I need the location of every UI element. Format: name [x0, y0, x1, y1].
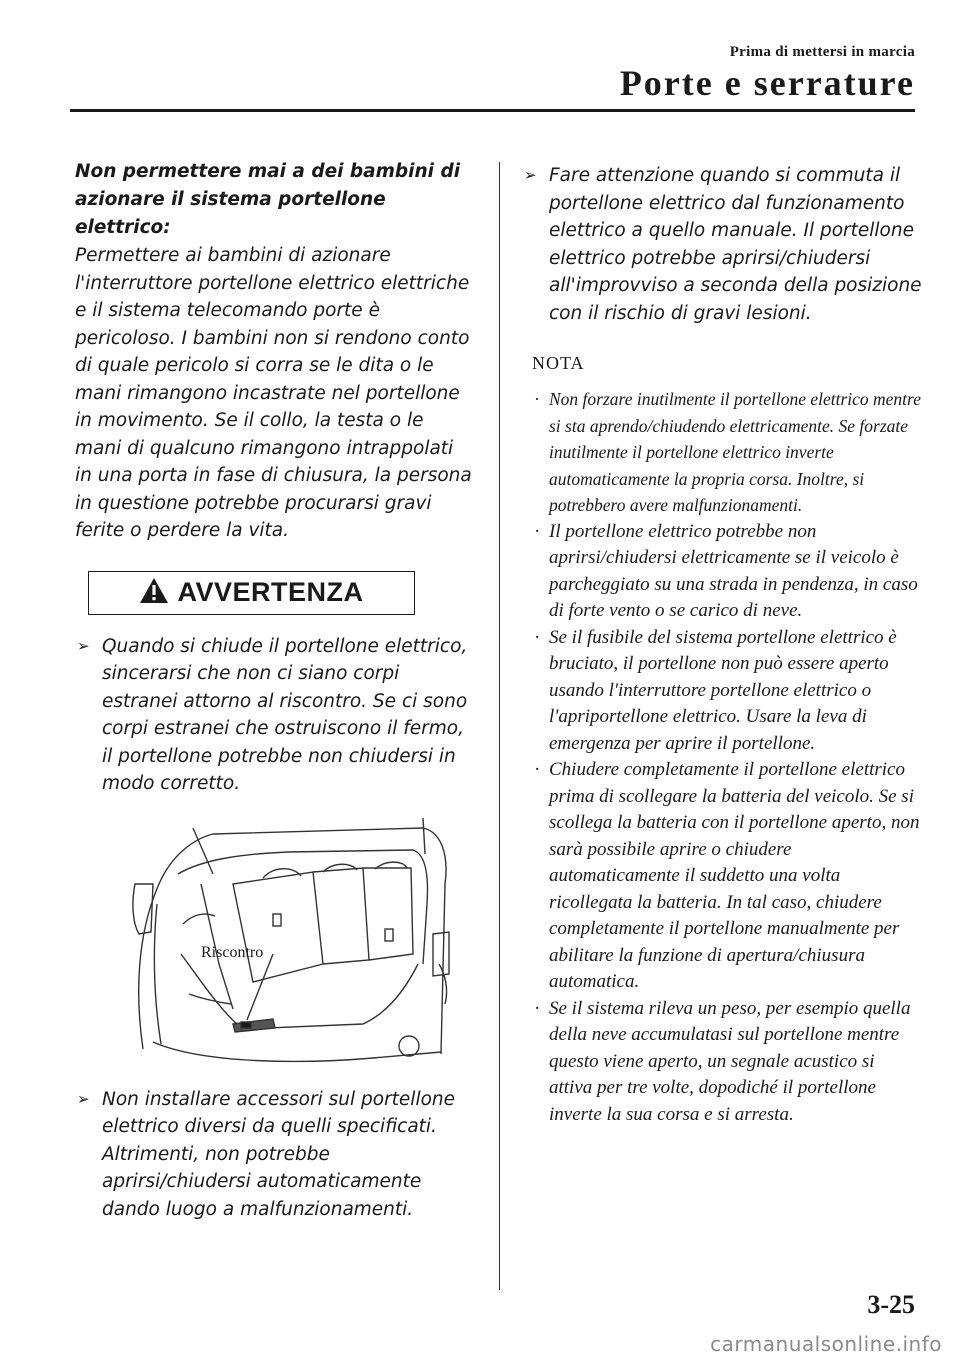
bullet-dot-icon: · [534, 389, 540, 409]
list-item [522, 625, 922, 758]
warning-list-3 [522, 162, 922, 327]
list-item [522, 757, 922, 996]
page-title: Porte e serrature [619, 63, 915, 103]
note-list [522, 386, 922, 1128]
warning-label: AVVERTENZA [177, 577, 364, 607]
arrow-icon: ➢ [524, 166, 537, 184]
warning-box [88, 571, 415, 615]
bullet-dot-icon: · [534, 759, 541, 780]
intro-bold: Non permettere mai a dei bambini di azionare il sistema portellone elettrico: [75, 161, 461, 238]
list-item [75, 1086, 475, 1224]
warning-list [75, 633, 475, 798]
intro-text: Permettere ai bambini di azionare l'interruttore portellone elettrico elettriche e il sistema telecomando porte è pericoloso. I bambini non si rendono conto di quale pericolo si corra se le dita o le mani rimangono incastrate nel portellone in movimento. Se il collo, la testa o le mani di qualcuno rimangono intrappolati in una porta in fase di chiusura, la persona in questione potrebbe procurarsi gravi ferite o perdere la vita. [75, 245, 472, 541]
bullet-dot-icon: · [534, 997, 541, 1019]
page-number: 3-25 [867, 1290, 915, 1319]
list-item-text: Quando si chiude il portellone elettrico, sincerarsi che non ci siano corpi estranei attorno al riscontro. Se ci sono corpi estranei che ostruiscono il fermo, il portellone potrebbe non chiudersi in modo corretto. [102, 635, 468, 794]
list-item [522, 519, 922, 625]
list-item [75, 633, 475, 798]
trunk-figure [123, 814, 453, 1076]
bullet-dot-icon: · [534, 520, 541, 542]
warning-triangle-icon [139, 577, 169, 609]
header-rule [70, 109, 915, 112]
watermark: carmanualsonline.info [710, 1332, 942, 1356]
list-item [522, 996, 922, 1129]
list-item-text: Fare attenzione quando si commuta il portellone elettrico dal funzionamento elettrico a quello manuale. Il portellone elettrico potrebbe aprirsi/chiudersi all'improvviso a seconda della posizione con il rischio di gravi lesioni. [549, 165, 922, 324]
nota-title: NOTA [532, 353, 585, 373]
list-item-text: Non installare accessori sul portellone elettrico diversi da quelli specificati. Altrimenti, non potrebbe aprirsi/chiudersi automaticamente dando luogo a malfunzionamenti. [102, 1088, 456, 1220]
list-item [522, 162, 922, 327]
note-text: Se il sistema rileva un peso, per esempio quella della neve accumulatasi sul portellone mentre questo viene aperto, un segnale acustico si attiva per tre volte, dopodiché il portellone inverte la sua corsa e si arresta. [549, 997, 911, 1125]
arrow-icon: ➢ [77, 636, 90, 655]
warning-list-2 [75, 1086, 475, 1224]
header-section: Prima di mettersi in marcia [729, 44, 915, 60]
list-item [522, 386, 922, 519]
figure-label: Riscontro [201, 943, 264, 961]
left-column [75, 158, 475, 1223]
column-divider [499, 162, 500, 1290]
note-text: Chiudere completamente il portellone elettrico prima di scollegare la batteria del veicolo. Se si scollega la batteria con il portellone aperto, non sarà possibile aprire o chiudere automaticamente il suddetto una volta ricollegata la batteria. In tal caso, chiudere completamente il portellone manualmente per abilitare la funzione di apertura/chiusura automatica. [549, 759, 920, 992]
trunk-illustration [123, 814, 453, 1076]
bullet-dot-icon: · [534, 626, 541, 648]
arrow-icon: ➢ [77, 1089, 90, 1108]
note-text: Il portellone elettrico potrebbe non aprirsi/chiudersi elettricamente se il veicolo è parcheggiato su una strada in pendenza, in caso di forte vento o se carico di neve. [549, 520, 918, 621]
note-text: Non forzare inutilmente il portellone elettrico mentre si sta aprendo/chiudendo elettricamente. Se forzate inutilmente il portellone elettrico inverte automaticamente la propria corsa. Inoltre, si potrebbero avere malfunzionamenti. [549, 389, 921, 515]
note-text: Se il fusibile del sistema portellone elettrico è bruciato, il portellone non può essere aperto usando l'interruttore portellone elettrico o l'apriportellone elettrico. Usare la leva di emergenza per aprire il portellone. [549, 626, 897, 754]
right-column [522, 158, 922, 1128]
